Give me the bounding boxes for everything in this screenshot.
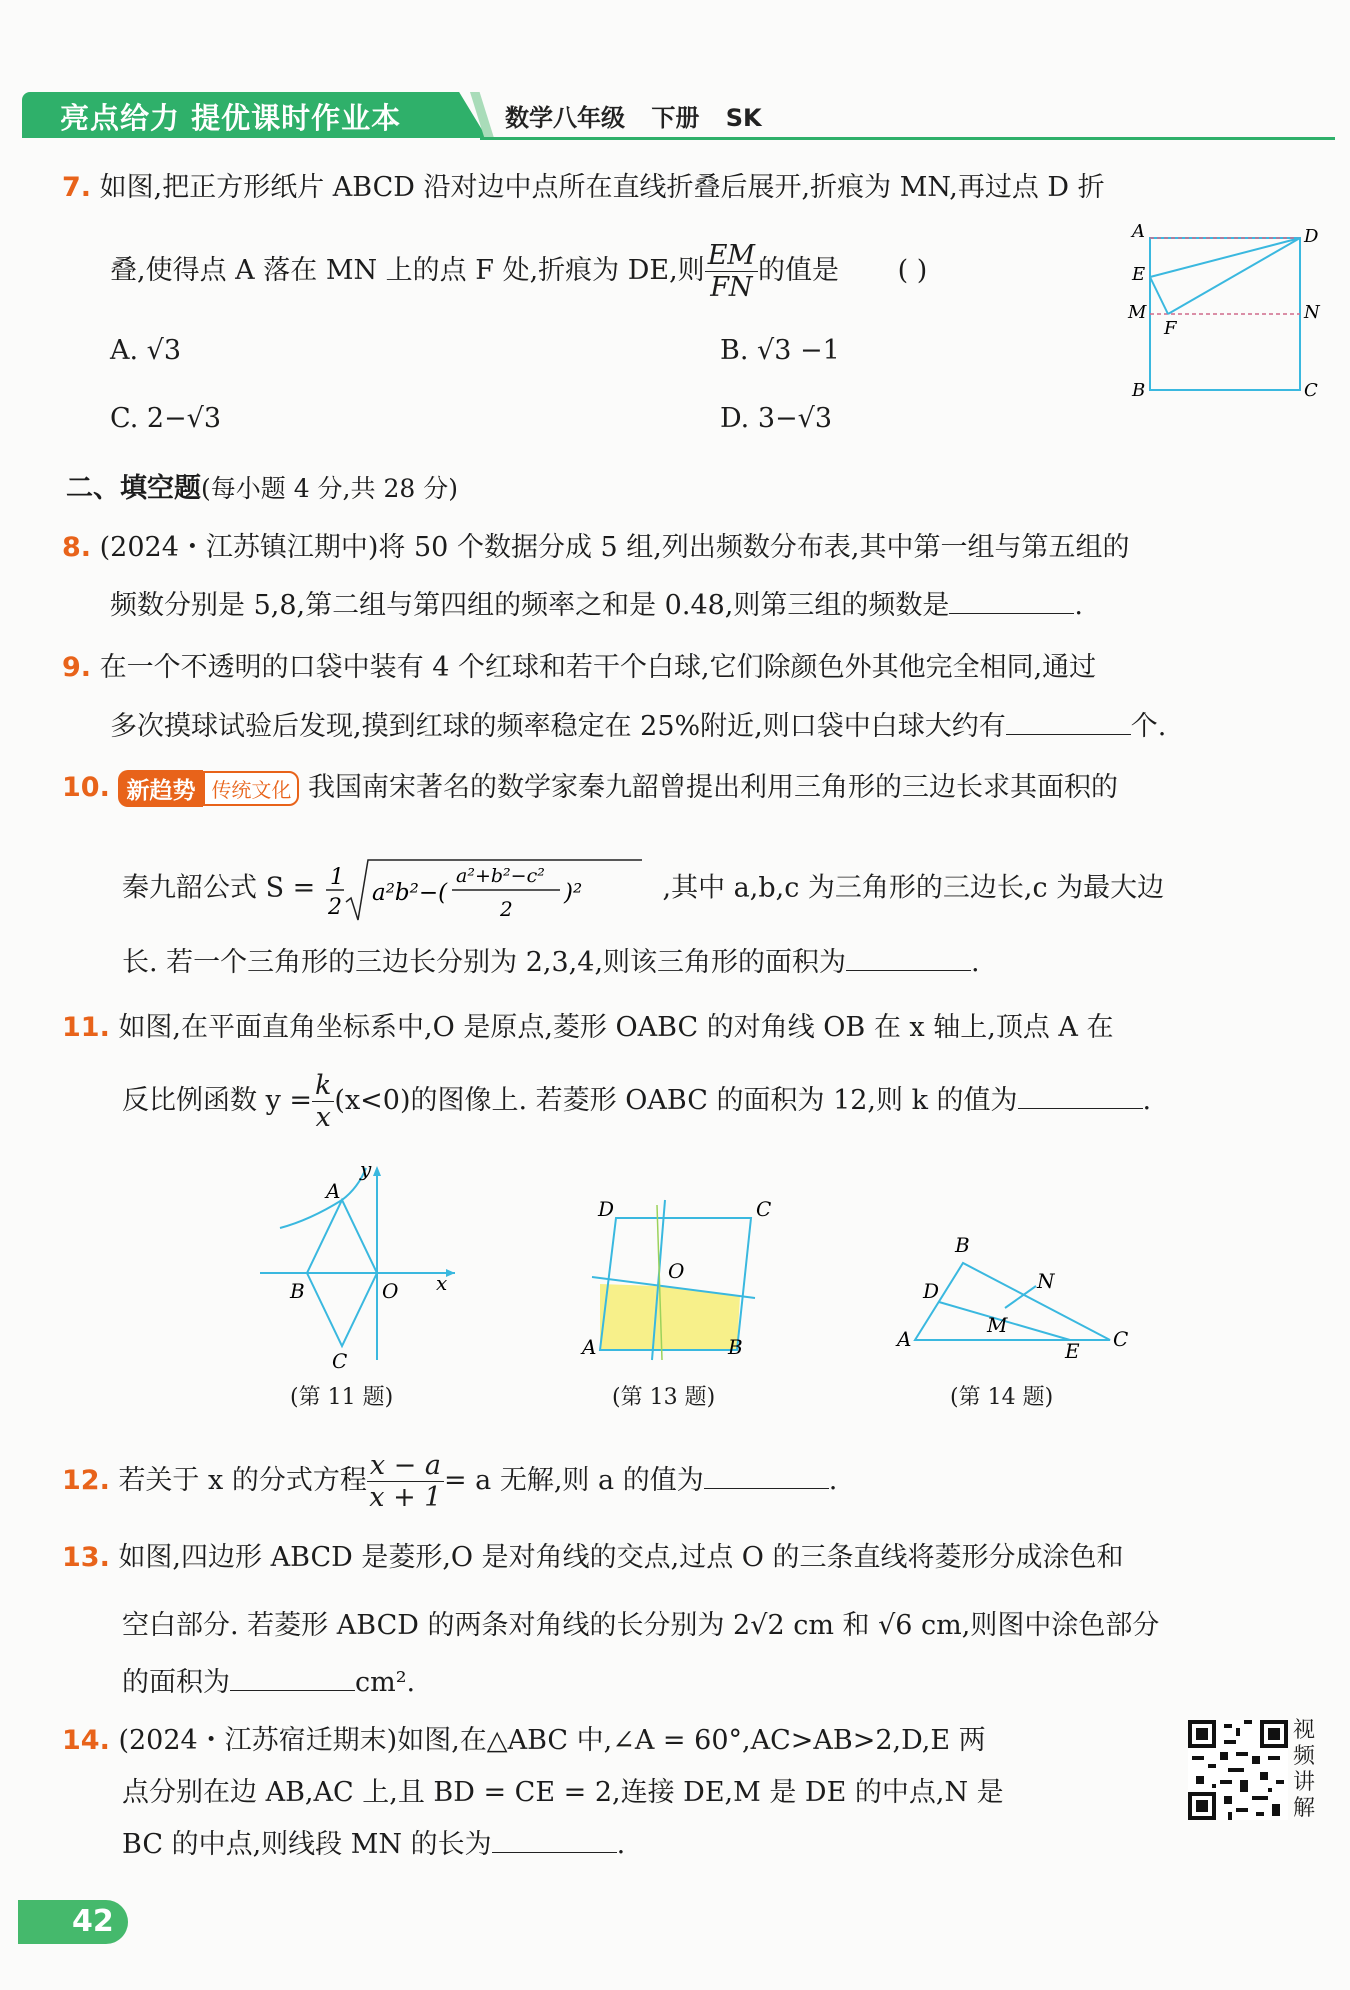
q13-line3: 的面积为 cm². — [122, 1667, 416, 1698]
svg-text:C: C — [332, 1349, 348, 1370]
q9-line1: 9. 在一个不透明的口袋中装有 4 个红球和若干个白球,它们除颜色外其他完全相同,通过 — [62, 652, 1097, 683]
q10-line1: 10. 新趋势 传统文化 我国南宋著名的数学家秦九韶曾提出利用三角形的三边长求其面积的 — [62, 765, 1118, 807]
q11-fraction: $\frac{k}{x}$ — [312, 1070, 334, 1133]
q11-line2: 反比例函数 y = $\frac{k}{x}$ (x<0)的图像上. 若菱形 OABC 的面积为 12,则 k 的值为 . — [122, 1070, 1152, 1134]
q7-line1: 7. 如图,把正方形纸片 ABCD 沿对边中点所在直线折叠后展开,折痕为 MN,再过点 D 折 — [62, 172, 1105, 203]
svg-text:y: y — [360, 1160, 372, 1181]
q13-line2: 空白部分. 若菱形 ABCD 的两条对角线的长分别为 2√2 cm 和 √6 cm,则图中涂色部分 — [122, 1610, 1160, 1641]
header-rule — [480, 137, 1335, 140]
q11-answer-blank — [1018, 1086, 1143, 1109]
svg-text:1: 1 — [329, 865, 344, 890]
fig14-diagram — [895, 1230, 1135, 1360]
svg-text:D: D — [923, 1279, 940, 1303]
svg-text:a²b²−(: a²b²−( — [371, 880, 448, 906]
fig11-hyperbola — [280, 1168, 366, 1228]
svg-text:F: F — [1164, 318, 1177, 339]
q8-answer-blank — [949, 591, 1074, 614]
svg-text:B: B — [290, 1279, 305, 1303]
q7-option-b: B. √3 −1 — [720, 335, 840, 366]
q7-fraction: $\frac{EM}{FN}$ — [705, 240, 758, 303]
qr-video-label: 视频讲解 — [1293, 1718, 1316, 1821]
fig13-diagram — [580, 1190, 780, 1365]
video-qr-code[interactable] — [1188, 1720, 1288, 1820]
q10-answer-blank — [846, 948, 971, 971]
section2-heading: 二、填空题(每小题 4 分,共 28 分) — [66, 473, 458, 504]
svg-text:x: x — [436, 1271, 448, 1295]
q9-answer-blank — [1006, 712, 1131, 735]
q12-fraction: $\frac{x - a}{x + 1}$ — [367, 1450, 444, 1513]
svg-text:O: O — [382, 1279, 399, 1303]
svg-text:O: O — [668, 1259, 685, 1283]
svg-text:N: N — [1037, 1269, 1055, 1293]
q12-answer-blank — [704, 1466, 829, 1489]
svg-text:C: C — [1304, 380, 1318, 400]
header-title: 亮点给力 提优课时作业本 — [60, 101, 402, 135]
svg-text:D: D — [598, 1197, 615, 1221]
svg-text:A: A — [582, 1335, 597, 1359]
q7-option-d: D. 3−√3 — [720, 403, 833, 434]
q14-line2: 点分别在边 AB,AC 上,且 BD = CE = 2,连接 DE,M 是 DE 的中点,N 是 — [122, 1777, 1004, 1808]
fig11-diagram — [250, 1160, 470, 1370]
svg-text:a²+b²−c²: a²+b²−c² — [455, 865, 545, 887]
page-number: 42 — [72, 1904, 114, 1939]
fig13-shade-left — [600, 1284, 655, 1350]
svg-text:2: 2 — [499, 897, 513, 921]
new-trend-badge: 新趋势 — [118, 770, 203, 807]
svg-text:B: B — [728, 1335, 743, 1359]
svg-text:B: B — [1132, 380, 1146, 400]
q7-option-c: C. 2−√3 — [110, 403, 222, 434]
q14-line1: 14. (2024・江苏宿迁期末)如图,在△ABC 中,∠A = 60°,AC>AB>2,D,E 两 — [62, 1725, 986, 1756]
q8-line2: 频数分别是 5,8,第二组与第四组的频率之和是 0.48,则第三组的频数是 . — [110, 590, 1083, 621]
header-subject: 数学八年级 下册 SK — [505, 104, 762, 132]
svg-text:C: C — [756, 1197, 772, 1221]
fig13-shade-right — [652, 1286, 740, 1350]
svg-text:N: N — [1304, 302, 1320, 323]
q10-line3: 长. 若一个三角形的三边长分别为 2,3,4,则该三角形的面积为 . — [122, 947, 980, 978]
q14-answer-blank — [492, 1830, 617, 1853]
q10-line2: 秦九韶公式 S = 1 2 a²b²−( a²+b²−c² 2 )² ,其中 a,b,c 为三角形的三边长,c 为最大边 — [122, 850, 1164, 928]
svg-text:A: A — [897, 1327, 912, 1351]
q9-line2: 多次摸球试验后发现,摸到红球的频率稳定在 25%附近,则口袋中白球大约有 个. — [110, 711, 1167, 742]
qin-jiushao-formula — [324, 850, 654, 928]
fig11-caption: (第 11 题) — [290, 1385, 394, 1410]
svg-text:E: E — [1132, 264, 1146, 285]
svg-text:E: E — [1065, 1339, 1080, 1360]
svg-text:M: M — [987, 1313, 1008, 1337]
svg-text:C: C — [1113, 1327, 1129, 1351]
q7-line2: 叠,使得点 A 落在 MN 上的点 F 处,折痕为 DE,则 $\frac{EM}{FN}$ 的值是 ( ) — [110, 240, 928, 304]
page-number-tab — [18, 1900, 128, 1944]
q13-line1: 13. 如图,四边形 ABCD 是菱形,O 是对角线的交点,过点 O 的三条直线将菱形分成涂色和 — [62, 1542, 1124, 1573]
q13-answer-blank — [230, 1668, 355, 1691]
q7-option-a: A. √3 — [110, 335, 182, 366]
q11-line1: 11. 如图,在平面直角坐标系中,O 是原点,菱形 OABC 的对角线 OB 在 x 轴上,顶点 A 在 — [62, 1012, 1114, 1043]
fig14-caption: (第 14 题) — [950, 1385, 1054, 1410]
q7-crease-de — [1150, 238, 1300, 277]
svg-text:A: A — [326, 1179, 341, 1203]
culture-badge: 传统文化 — [203, 771, 299, 806]
fig13-caption: (第 13 题) — [612, 1385, 716, 1410]
svg-text:)²: )² — [563, 880, 583, 906]
svg-text:2: 2 — [327, 895, 342, 920]
q12-line: 12. 若关于 x 的分式方程 $\frac{x - a}{x + 1}$ = a 无解,则 a 的值为 . — [62, 1450, 838, 1514]
svg-text:D: D — [1304, 226, 1319, 247]
q14-line3: BC 的中点,则线段 MN 的长为 . — [122, 1829, 626, 1860]
q8-line1: 8. (2024・江苏镇江期中)将 50 个数据分成 5 组,列出频数分布表,其中第一组与第五组的 — [62, 532, 1130, 563]
svg-text:A: A — [1132, 221, 1145, 242]
svg-text:M: M — [1128, 302, 1147, 323]
q7-figure — [1120, 220, 1345, 400]
svg-text:B: B — [955, 1233, 970, 1257]
